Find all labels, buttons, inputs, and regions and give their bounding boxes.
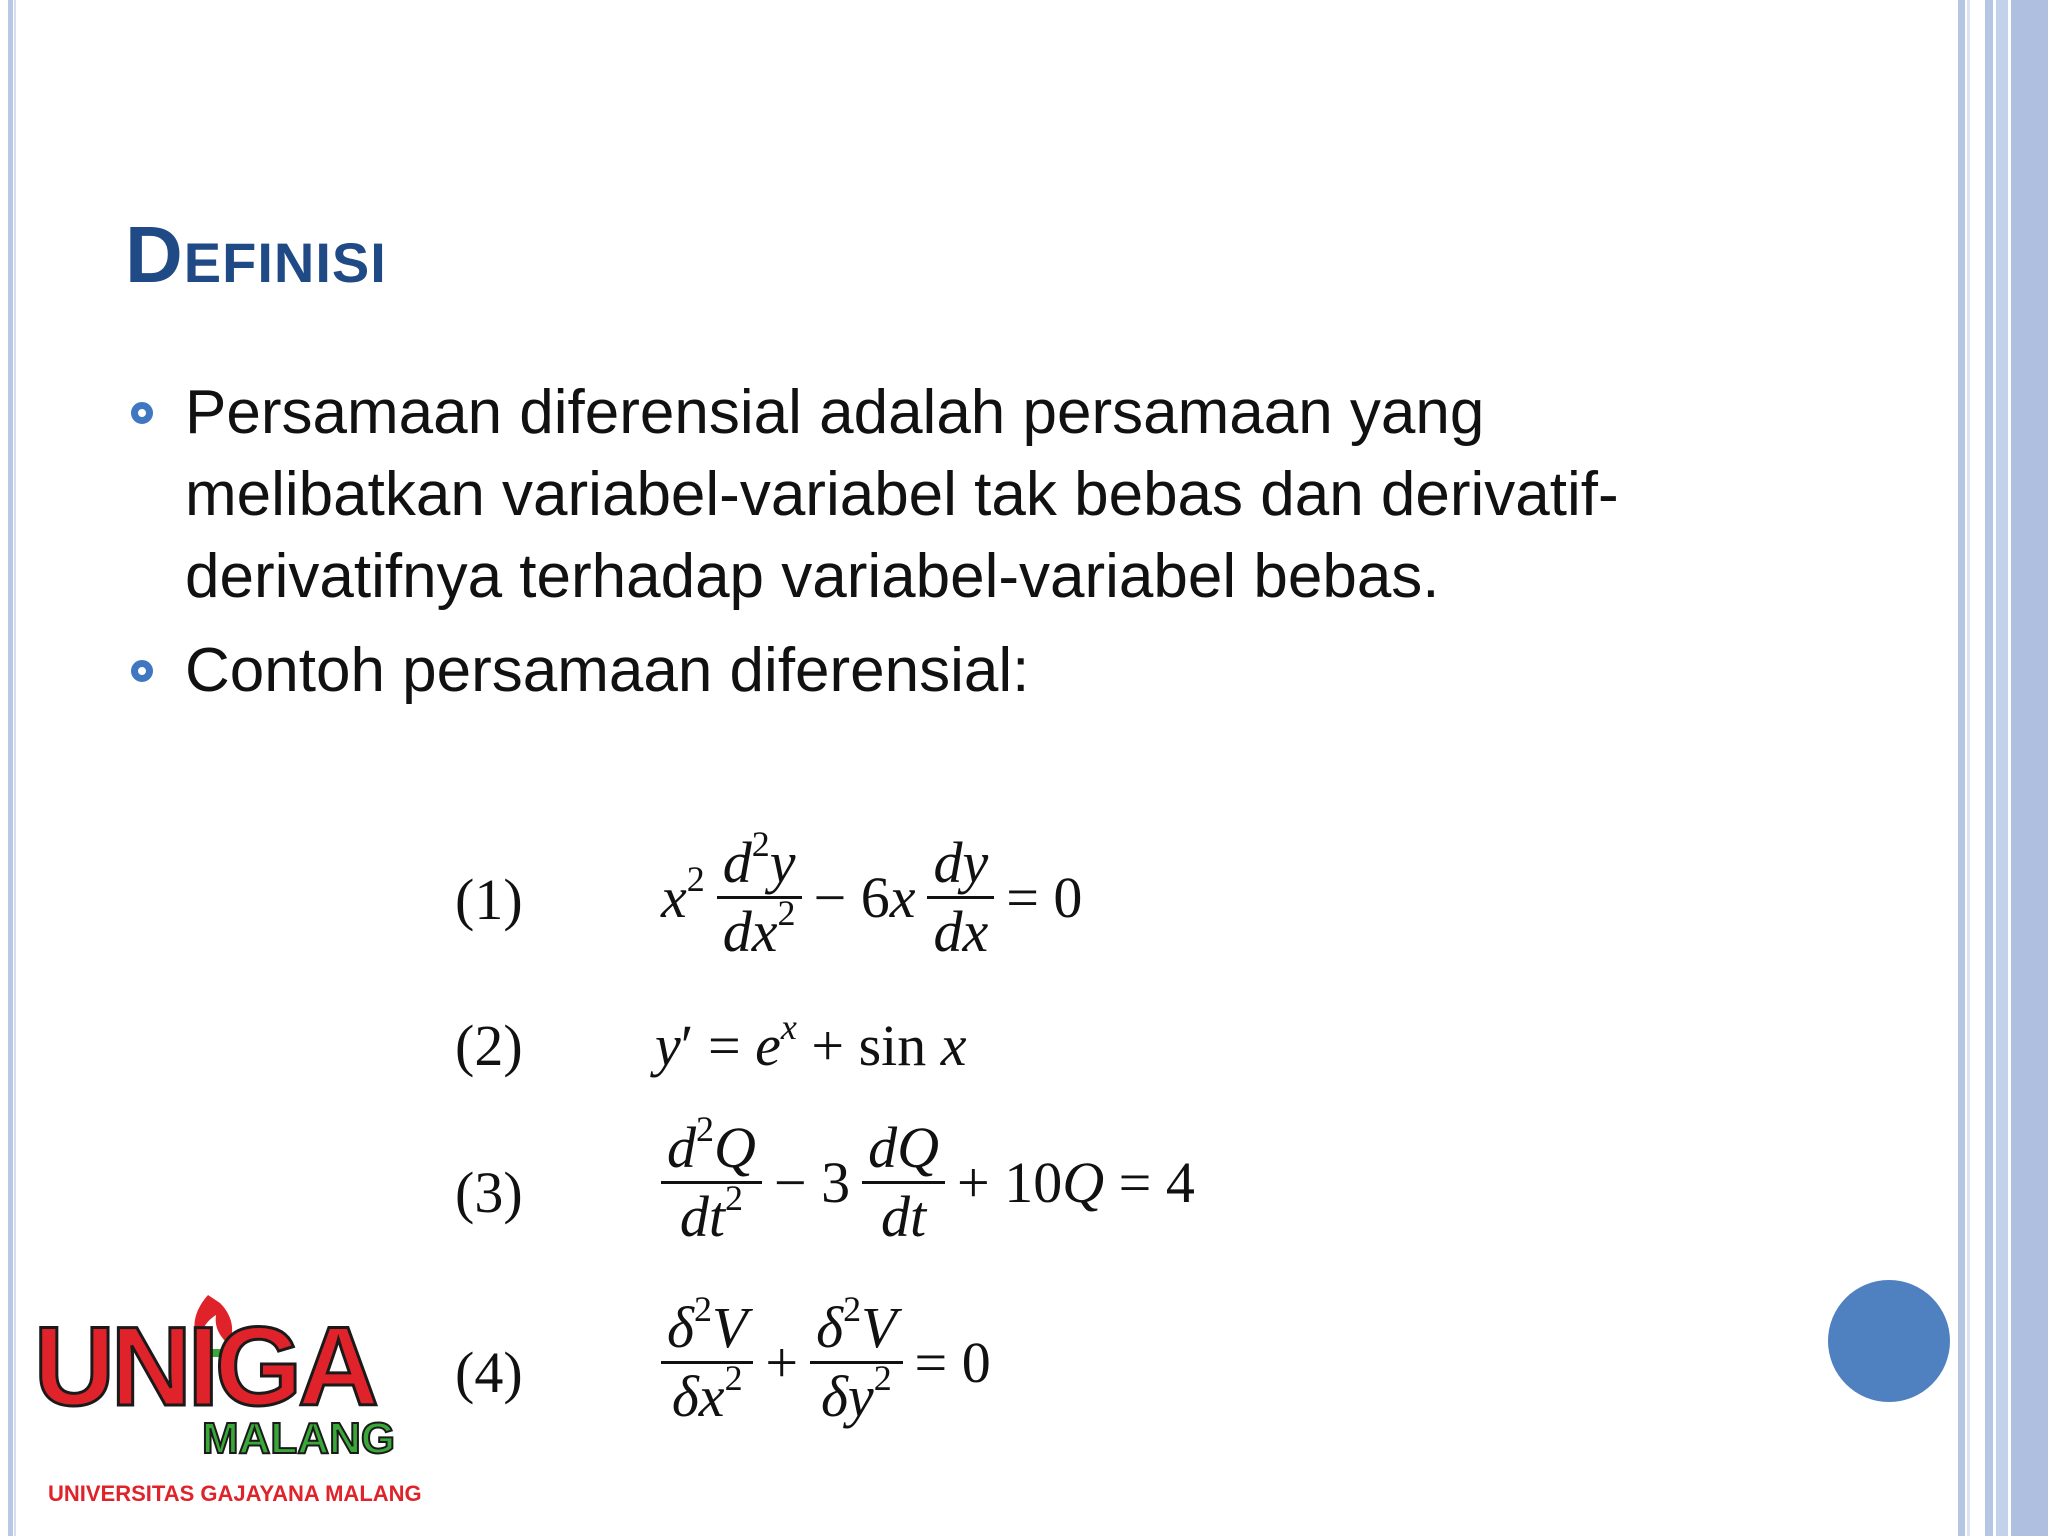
equation-1: $x^2$ $\frac{d^2y}{dx^2}$ − 6x $\frac{dy}{dx}$ = 0 (661, 824, 1083, 964)
ring-bullet-icon (131, 402, 153, 424)
ring-bullet-icon (131, 660, 153, 682)
frame-stripe-left (8, 0, 13, 1536)
equation-number: (2) (455, 1013, 523, 1078)
frame-stripe-right-3 (1985, 0, 1993, 1536)
uniga-logo (30, 1285, 430, 1515)
bullet-examples (125, 630, 1705, 712)
equation-number: (1) (455, 867, 523, 932)
equation-4: $\frac{\delta^2V}{\delta x^2}$ + $\frac{\delta^2V}{\delta y^2}$ = 0 (655, 1295, 997, 1430)
logo-caption: UNIVERSITAS GAJAYANA MALANG (48, 1481, 422, 1506)
frame-stripe-right-4 (1996, 0, 2008, 1536)
logo-subword: MALANG (202, 1414, 396, 1463)
bullet-examples-text: Contoh persamaan diferensial: (185, 636, 1030, 705)
equation-number: (4) (455, 1340, 523, 1405)
slide-title: Definisi (125, 210, 387, 299)
equation-3: $\frac{d^2Q}{dt^2}$ − 3 $\frac{dQ}{dt}$ + 10Q = 4 (655, 1115, 1201, 1250)
accent-circle (1828, 1280, 1950, 1402)
frame-stripe-left-thin (14, 0, 16, 1536)
equation-number: (3) (455, 1160, 523, 1225)
frame-stripe-right-2 (1967, 0, 1970, 1536)
frame-stripe-right-5 (2011, 0, 2048, 1536)
equation-2: $y' = e^x + \sin x$ (655, 1007, 967, 1078)
bullet-list (125, 372, 1705, 724)
frame-stripe-right-1 (1958, 0, 1965, 1536)
bullet-definition (125, 372, 1705, 618)
logo-word: UNIGA (34, 1304, 375, 1429)
bullet-definition-text: Persamaan diferensial adalah persamaan yang melibatkan variabel-variabel tak bebas dan derivatif-derivatifnya terhadap variabel-variabel bebas. (185, 378, 1619, 611)
